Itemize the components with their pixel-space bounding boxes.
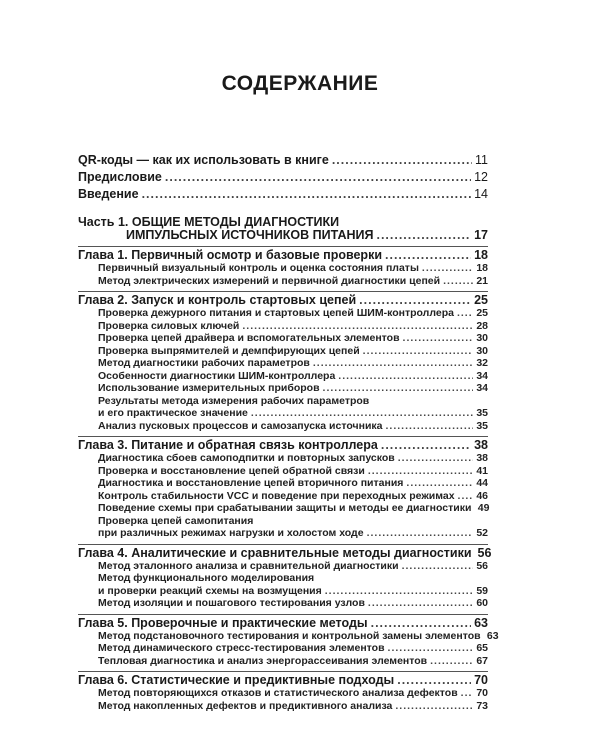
toc-section-entry[interactable] (78, 629, 499, 643)
dot-leader (385, 249, 471, 262)
toc-section-entry[interactable] (78, 275, 488, 288)
dot-leader (338, 370, 473, 383)
toc-section-entry-title: Поведение схемы при срабатывании защиты и методы ее диагностики (98, 502, 472, 514)
dot-leader (386, 420, 474, 433)
toc-section-entry-page-number: 34 (476, 382, 488, 394)
toc-section-title-line1: Проверка цепей самопитания (98, 514, 254, 527)
toc-chapter-entry[interactable] (78, 545, 492, 560)
part-page-number: 17 (474, 228, 488, 242)
toc-section-entry[interactable] (78, 655, 488, 668)
toc-section-entry-title: Использование измерительных приборов (98, 382, 320, 394)
toc-section-entry-page-number: 56 (476, 559, 488, 572)
dot-leader (457, 307, 473, 320)
toc-front-entry-title: Предисловие (78, 170, 162, 184)
toc-section-entry-title: Проверка выпрямителей и демпфирующих цепей (98, 344, 360, 357)
part-title-line1: Часть 1. ОБЩИЕ МЕТОДЫ ДИАГНОСТИКИ (78, 215, 340, 229)
chapter-block (78, 246, 488, 287)
part-title-line2: ИМПУЛЬСНЫХ ИСТОЧНИКОВ ПИТАНИЯ (126, 228, 374, 242)
toc-section-entry[interactable] (78, 527, 488, 540)
part-title-row (78, 229, 488, 242)
toc-chapter-entry[interactable] (78, 674, 488, 687)
toc-section-entry-page-number: 60 (476, 597, 488, 609)
toc-section-entry-page-number: 65 (476, 642, 488, 654)
chapter-block (78, 291, 488, 432)
toc-section-entry[interactable] (78, 700, 488, 713)
dot-leader (402, 560, 473, 573)
toc-section-entry[interactable] (78, 687, 488, 700)
toc-section-entry-title: Проверка дежурного питания и стартовых цепей ШИМ-контроллера (98, 307, 454, 319)
toc-section-entry[interactable] (78, 502, 488, 515)
toc-section-entry-page-number: 70 (476, 687, 488, 699)
toc-section-entry[interactable] (78, 465, 488, 478)
page-title: СОДЕРЖАНИЕ (221, 72, 379, 95)
toc-section-entry-title: Тепловая диагностика и анализ энергорассеивания элементов (98, 654, 428, 667)
dot-leader (371, 617, 472, 630)
dot-leader (242, 320, 473, 333)
toc-section-entry-page-number: 46 (476, 489, 488, 502)
toc-section-entry[interactable] (78, 332, 488, 345)
toc-chapter-entry[interactable] (78, 249, 488, 262)
toc-section-entry-title: Контроль стабильности VCC и поведение при переходных режимах (98, 489, 455, 502)
toc-chapter-entry-title: Глава 5. Проверочные и практические методы (78, 615, 368, 630)
toc-section-entry-page-number: 52 (476, 527, 488, 539)
toc-section-entry[interactable] (78, 597, 488, 610)
toc-front-entry[interactable] (78, 186, 488, 203)
toc-chapter-entry[interactable] (78, 617, 488, 630)
toc-section-entry-page-number: 44 (476, 477, 488, 489)
toc-section-entry[interactable] (78, 262, 488, 275)
dot-leader (368, 465, 473, 478)
toc-section-entry[interactable] (78, 420, 488, 433)
chapter-block (78, 544, 492, 610)
dot-leader (430, 655, 473, 668)
dot-leader (323, 382, 473, 395)
toc-section-entry-page-number: 28 (476, 319, 488, 332)
toc-chapter-entry-page-number: 38 (474, 438, 488, 452)
toc-section-title-line1: Метод функционального моделирования (98, 572, 315, 584)
toc-chapter-entry-title: Глава 2. Запуск и контроль стартовых цепей (78, 293, 357, 307)
toc-section-entry-title: при различных режимах нагрузки и холостом ходе (98, 527, 364, 539)
front-matter (78, 152, 488, 203)
toc-section-entry-title: Метод повторяющихся отказов и статистического анализа дефектов (98, 687, 458, 699)
toc-section-entry-page-number: 35 (476, 407, 488, 419)
toc-section-entry[interactable] (78, 407, 488, 420)
toc-section-entry[interactable] (78, 642, 488, 655)
chapter-block (78, 671, 488, 712)
toc-section-entry-page-number: 30 (476, 332, 488, 344)
toc-section-entry-title: Анализ пусковых процессов и самозапуска источника (98, 419, 383, 432)
chapter-block (78, 436, 488, 540)
toc-section-entry-page-number: 18 (476, 262, 488, 274)
dot-leader (363, 345, 473, 358)
toc-section-entry[interactable] (78, 320, 488, 333)
dot-leader (359, 294, 471, 307)
toc-section-entry-page-number: 73 (476, 699, 488, 712)
toc-section-entry-title: Метод диагностики рабочих параметров (98, 357, 310, 369)
toc-chapter-entry-page-number: 56 (477, 545, 492, 560)
toc-section-entry-title: Диагностика и восстановление цепей вторичного питания (98, 477, 404, 489)
toc-front-entry-page-number: 12 (474, 170, 488, 184)
toc-section-entry-title: Первичный визуальный контроль и оценка состояния платы (98, 262, 419, 274)
toc-chapter-entry-title: Глава 3. Питание и обратная связь контроллера (78, 438, 378, 452)
toc-chapter-entry-page-number: 63 (474, 615, 488, 630)
dot-leader (381, 439, 471, 452)
dot-leader (388, 642, 473, 655)
toc-chapter-entry-title: Глава 4. Аналитические и сравнительные методы диагностики (78, 545, 472, 560)
toc-section-entry-page-number: 25 (476, 307, 488, 319)
toc-front-entry-page-number: 11 (475, 153, 488, 167)
toc-section-entry[interactable] (78, 477, 488, 490)
toc-section-entry-page-number: 35 (476, 419, 488, 432)
toc-section-entry[interactable] (78, 370, 488, 383)
dot-leader (368, 597, 473, 610)
dot-leader (165, 169, 471, 186)
toc-front-entry-page-number: 14 (474, 187, 488, 201)
toc-chapter-entry-page-number: 70 (474, 673, 488, 687)
toc-section-entry-title: Метод динамического стресс-тестирования элементов (98, 642, 385, 654)
toc-section-entry-title: и проверки реакций схемы на возмущения (98, 584, 322, 597)
dot-leader (251, 407, 473, 420)
toc-section-entry-title: Проверка цепей драйвера и вспомогательных элементов (98, 332, 400, 344)
toc-chapter-entry-title: Глава 1. Первичный осмотр и базовые проверки (78, 248, 383, 262)
dot-leader (376, 229, 471, 242)
dot-leader (458, 490, 473, 503)
part-heading (78, 215, 488, 242)
toc-section-entry[interactable] (78, 382, 488, 395)
toc-chapter-entry-page-number: 18 (474, 248, 488, 262)
dot-leader (443, 275, 473, 288)
toc-section-title-line1: Результаты метода измерения рабочих параметров (98, 394, 370, 407)
toc-section-entry-title: Диагностика сбоев самоподпитки и повторных запусков (98, 452, 395, 464)
toc-chapter-entry[interactable] (78, 294, 488, 307)
table-of-contents (78, 152, 499, 712)
dot-leader (395, 700, 473, 713)
toc-section-entry-title: и его практическое значение (98, 407, 248, 419)
toc-section-entry-title: Метод эталонного анализа и сравнительной диагностики (98, 559, 399, 572)
toc-section-entry-title: Метод изоляции и пошагового тестирования узлов (98, 597, 365, 609)
toc-front-entry-title: Введение (78, 187, 139, 201)
toc-section-entry-title: Метод подстановочного тестирования и контрольной замены элементов (98, 629, 481, 642)
toc-front-entry-title: QR-коды — как их использовать в книге (78, 153, 329, 167)
toc-section-entry-page-number: 49 (477, 502, 490, 514)
toc-front-entry[interactable] (78, 169, 488, 186)
toc-front-entry[interactable] (78, 152, 488, 169)
toc-section-entry-page-number: 67 (476, 654, 488, 667)
dot-leader (406, 477, 473, 490)
toc-section-entry[interactable] (78, 357, 488, 370)
dot-leader (397, 674, 471, 687)
toc-section-entry-page-number: 59 (476, 584, 488, 597)
dot-leader (325, 585, 473, 598)
dot-leader (367, 527, 473, 540)
toc-section-entry-title: Проверка и восстановление цепей обратной связи (98, 464, 365, 477)
dot-leader (403, 332, 473, 345)
toc-section-entry-page-number: 41 (476, 464, 488, 477)
toc-section-entry[interactable] (78, 560, 488, 573)
toc-section-entry-page-number: 63 (486, 629, 499, 642)
dot-leader (313, 357, 473, 370)
toc-section-entry-page-number: 34 (476, 369, 488, 382)
toc-section-entry-page-number: 32 (476, 357, 488, 369)
toc-section-entry-title: Особенности диагностики ШИМ-контроллера (98, 369, 336, 382)
dot-leader (422, 262, 473, 275)
toc-section-entry[interactable] (78, 452, 488, 465)
dot-leader (332, 152, 472, 169)
toc-section-entry[interactable] (78, 585, 488, 598)
toc-section-entry-page-number: 30 (476, 344, 488, 357)
chapters-list (78, 246, 499, 712)
toc-section-entry-title: Метод накопленных дефектов и предиктивного анализа (98, 699, 393, 712)
toc-section-entry-page-number: 38 (476, 452, 488, 464)
toc-section-entry[interactable] (78, 490, 488, 503)
chapter-block (78, 614, 499, 668)
toc-section-entry[interactable] (78, 307, 488, 320)
toc-section-entry-title: Проверка силовых ключей (98, 319, 240, 332)
dot-leader (398, 452, 473, 465)
toc-chapter-entry-title: Глава 6. Статистические и предиктивные подходы (78, 673, 395, 687)
toc-chapter-entry[interactable] (78, 439, 488, 452)
toc-section-entry-page-number: 21 (476, 274, 488, 287)
toc-chapter-entry-page-number: 25 (474, 293, 488, 307)
dot-leader (142, 186, 472, 203)
toc-section-entry[interactable] (78, 345, 488, 358)
toc-section-entry-title: Метод электрических измерений и первичной диагностики цепей (98, 274, 441, 287)
dot-leader (461, 687, 473, 700)
